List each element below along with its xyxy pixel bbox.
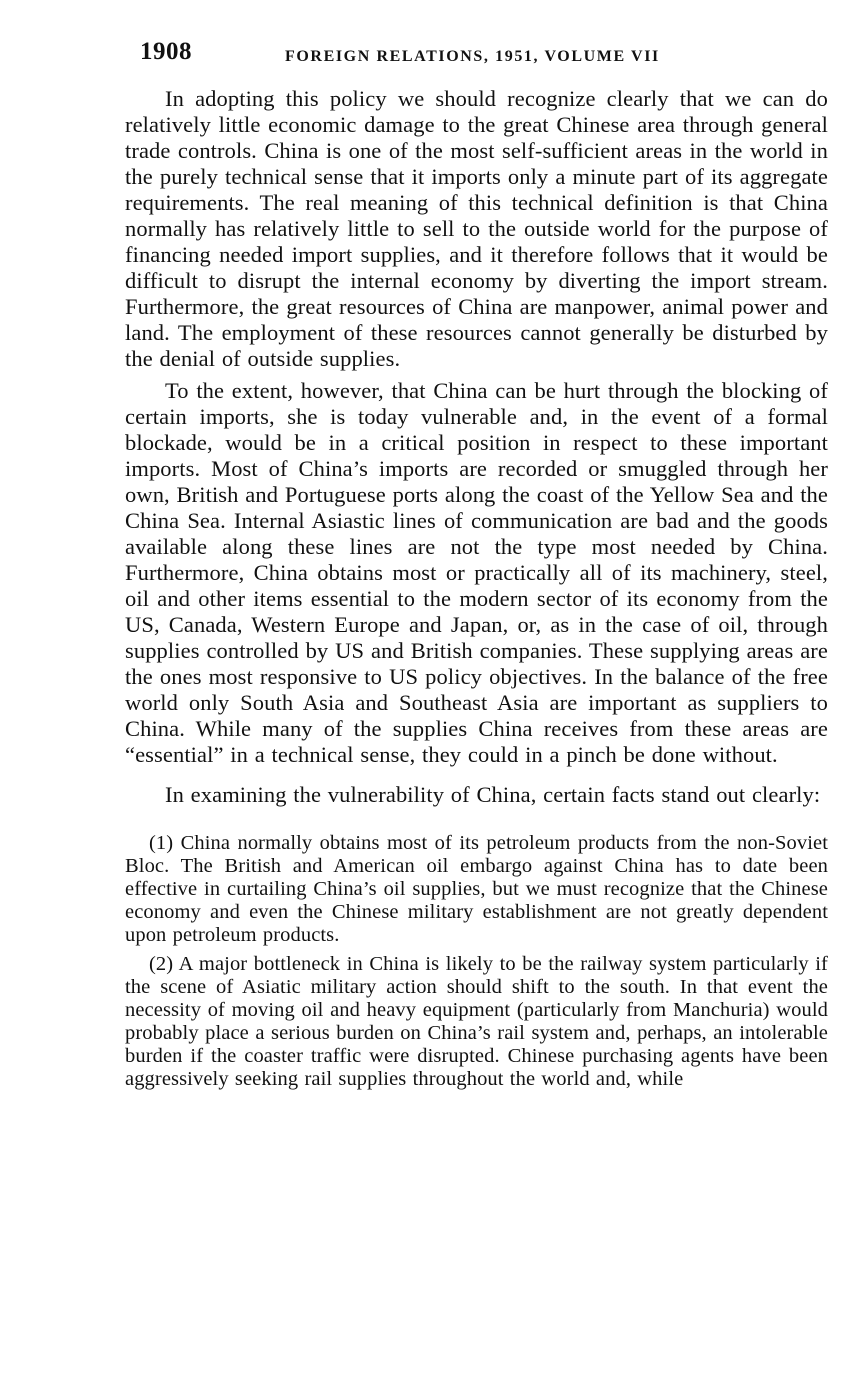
page-header: [140, 38, 700, 68]
paragraph-blocking-imports: To the extent, however, that China can be hurt through the blocking of certain imports, she is today vulnerable and, in the event of a formal blockade, would be in a critical position in respect to these important imports. Most of China’s imports are recorded or smuggled through her own, British and Portuguese ports along the coast of the Yellow Sea and the China Sea. Internal Asiastic lines of communication are bad and the goods available along these lines are not the type most needed by China. Furthermore, China obtains most or practically all of its machinery, steel, oil and other items essential to the modern sector of its economy from the US, Canada, Western Europe and Japan, or, as in the case of oil, through supplies controlled by US and British companies. These supplying areas are the ones most responsive to US policy objectives. In the balance of the free world only South Asia and Southeast Asia are important as suppliers to China. While many of the supplies China receives from these areas are “essential” in a technical sense, they could in a pinch be done without.: [125, 378, 828, 767]
paragraph-petroleum: (1) China normally obtains most of its petroleum products from the non-Soviet Bloc. The British and American oil embargo against China has to date been effective in curtailing China’s oil supplies, but we must recognize that the Chinese economy and even the Chinese military establishment are not greatly dependent upon petroleum products.: [125, 832, 828, 946]
body-text: [125, 86, 828, 1091]
page-number: 1908: [140, 38, 192, 65]
running-head: FOREIGN RELATIONS, 1951, VOLUME VII: [285, 48, 660, 65]
paragraph-policy: In adopting this policy we should recognize clearly that we can do relatively little economic damage to the great Chinese area through general trade controls. China is one of the most self-sufficient areas in the world in the purely technical sense that it imports only a minute part of its aggregate requirements. The real meaning of this technical definition is that China normally has relatively little to sell to the outside world for the purpose of financing needed import supplies, and it therefore follows that it would be difficult to disrupt the internal economy by diverting the import stream. Furthermore, the great resources of China are manpower, animal power and land. The employment of these resources cannot generally be disturbed by the denial of outside supplies.: [125, 86, 828, 371]
paragraph-vulnerability-intro: In examining the vulnerability of China, certain facts stand out clearly:: [165, 782, 821, 807]
paragraph-railway: (2) A major bottleneck in China is likely to be the railway system particularly if the scene of Asiatic military action should shift to the south. In that event the necessity of moving oil and heavy equipment (particularly from Manchuria) would probably place a serious burden on China’s rail system and, perhaps, an intolerable burden if the coaster traffic were disrupted. Chinese purchasing agents have been aggressively seeking rail supplies throughout the world and, while: [125, 953, 828, 1090]
